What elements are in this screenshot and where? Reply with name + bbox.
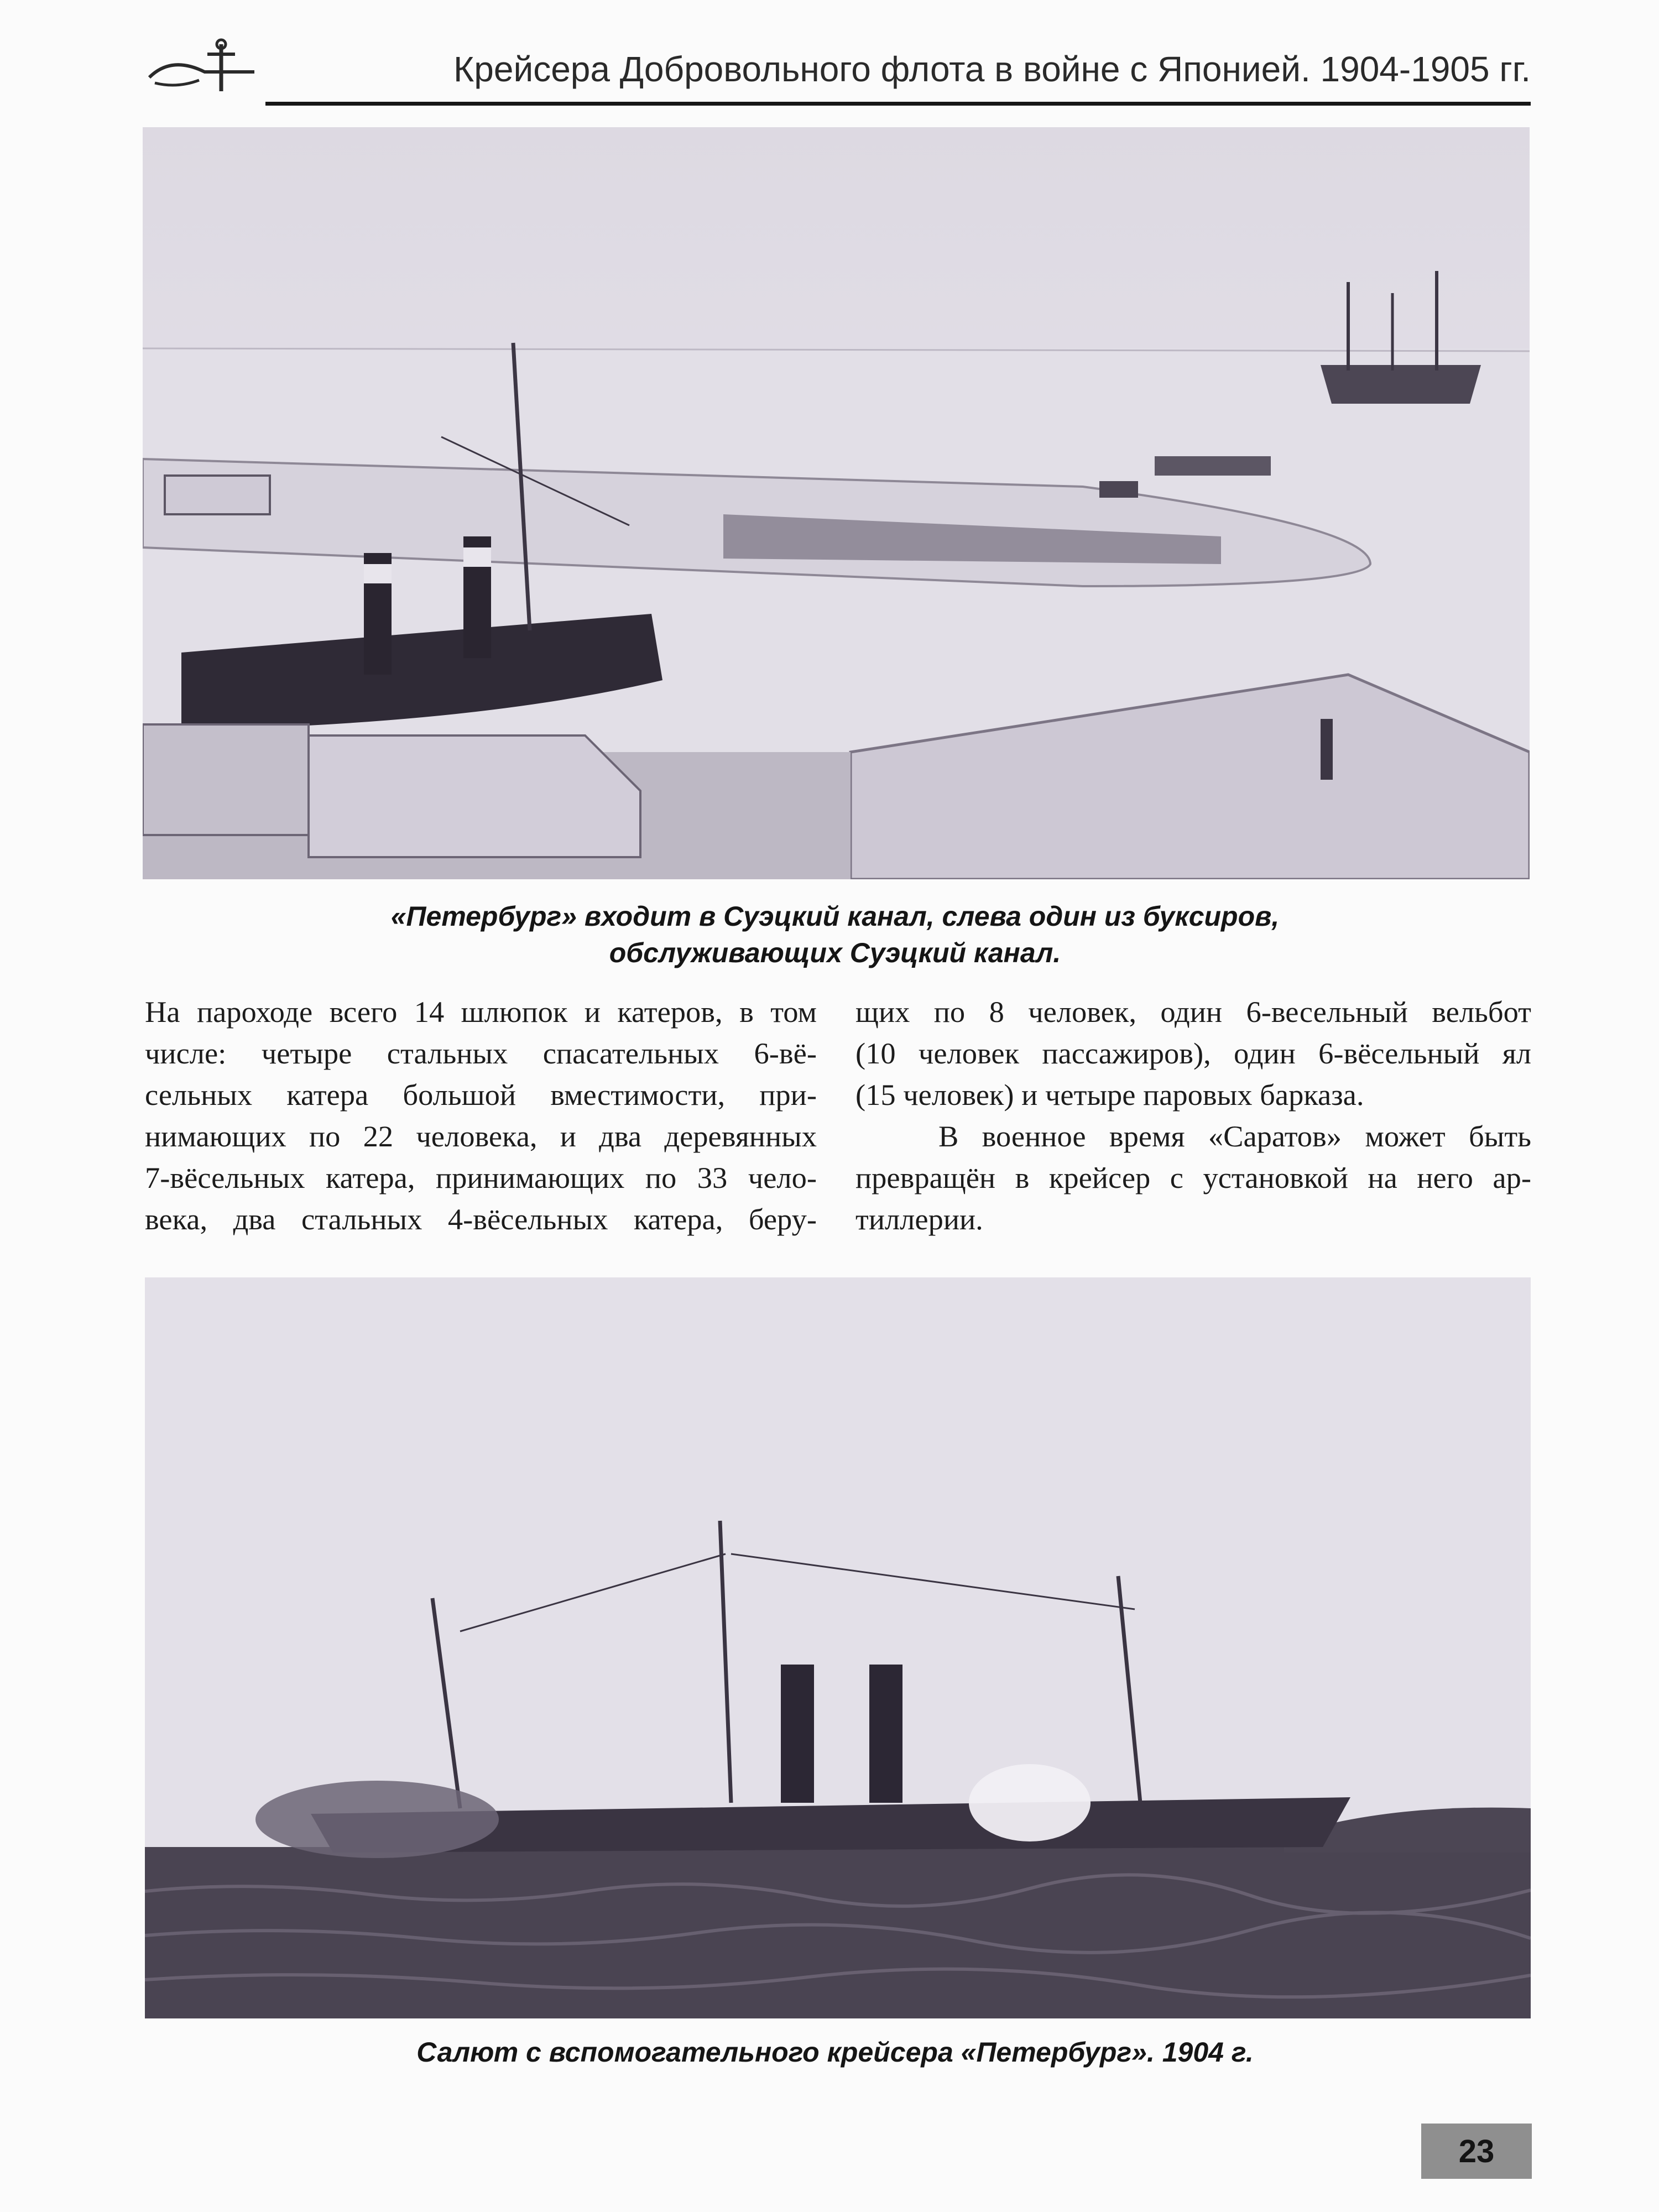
body-text-right-column (855, 991, 1531, 1240)
body-line: сельных катера большой вместимости, при- (145, 1078, 817, 1112)
running-header-title: Крейсера Добровольного флота в войне с Японией. 1904-1905 гг. (453, 49, 1531, 89)
figure-2-caption: Салют с вспомогательного крейсера «Петербург». 1904 г. (416, 2037, 1254, 2068)
anchor-logo-icon (138, 33, 265, 94)
figure-1-caption (199, 898, 1471, 971)
body-line: превращён в крейсер с установкой на него ар- (855, 1161, 1531, 1194)
photo-cruiser-salute (145, 1277, 1531, 2018)
photo-suez-canal-entrance (143, 127, 1530, 879)
body-line: На пароходе всего 14 шлюпок и катеров, в том (145, 995, 817, 1029)
body-line: щих по 8 человек, один 6-весельный вельбот (855, 995, 1531, 1029)
body-line: века, два стальных 4-вёсельных катера, беру- (145, 1202, 817, 1236)
body-line: 7-вёсельных катера, принимающих по 33 чело- (145, 1161, 817, 1194)
body-line: тиллерии. (855, 1202, 983, 1236)
header-rule (265, 102, 1531, 106)
body-line: (10 человек пассажиров), один 6-вёсельный ял (855, 1036, 1531, 1070)
figure-1-caption-line: «Петербург» входит в Суэцкий канал, слева один из буксиров, (390, 901, 1280, 932)
body-line: нимающих по 22 человека, и два деревянных (145, 1119, 817, 1153)
body-line: числе: четыре стальных спасательных 6-вё- (145, 1036, 817, 1070)
body-line: (15 человек) и четыре паровых барказа. (855, 1078, 1364, 1112)
body-text-left-column (145, 991, 817, 1240)
body-line: В военное время «Саратов» может быть (938, 1119, 1531, 1153)
page-number: 23 (1421, 2124, 1532, 2179)
figure-1-caption-line: обслуживающих Суэцкий канал. (609, 937, 1061, 968)
